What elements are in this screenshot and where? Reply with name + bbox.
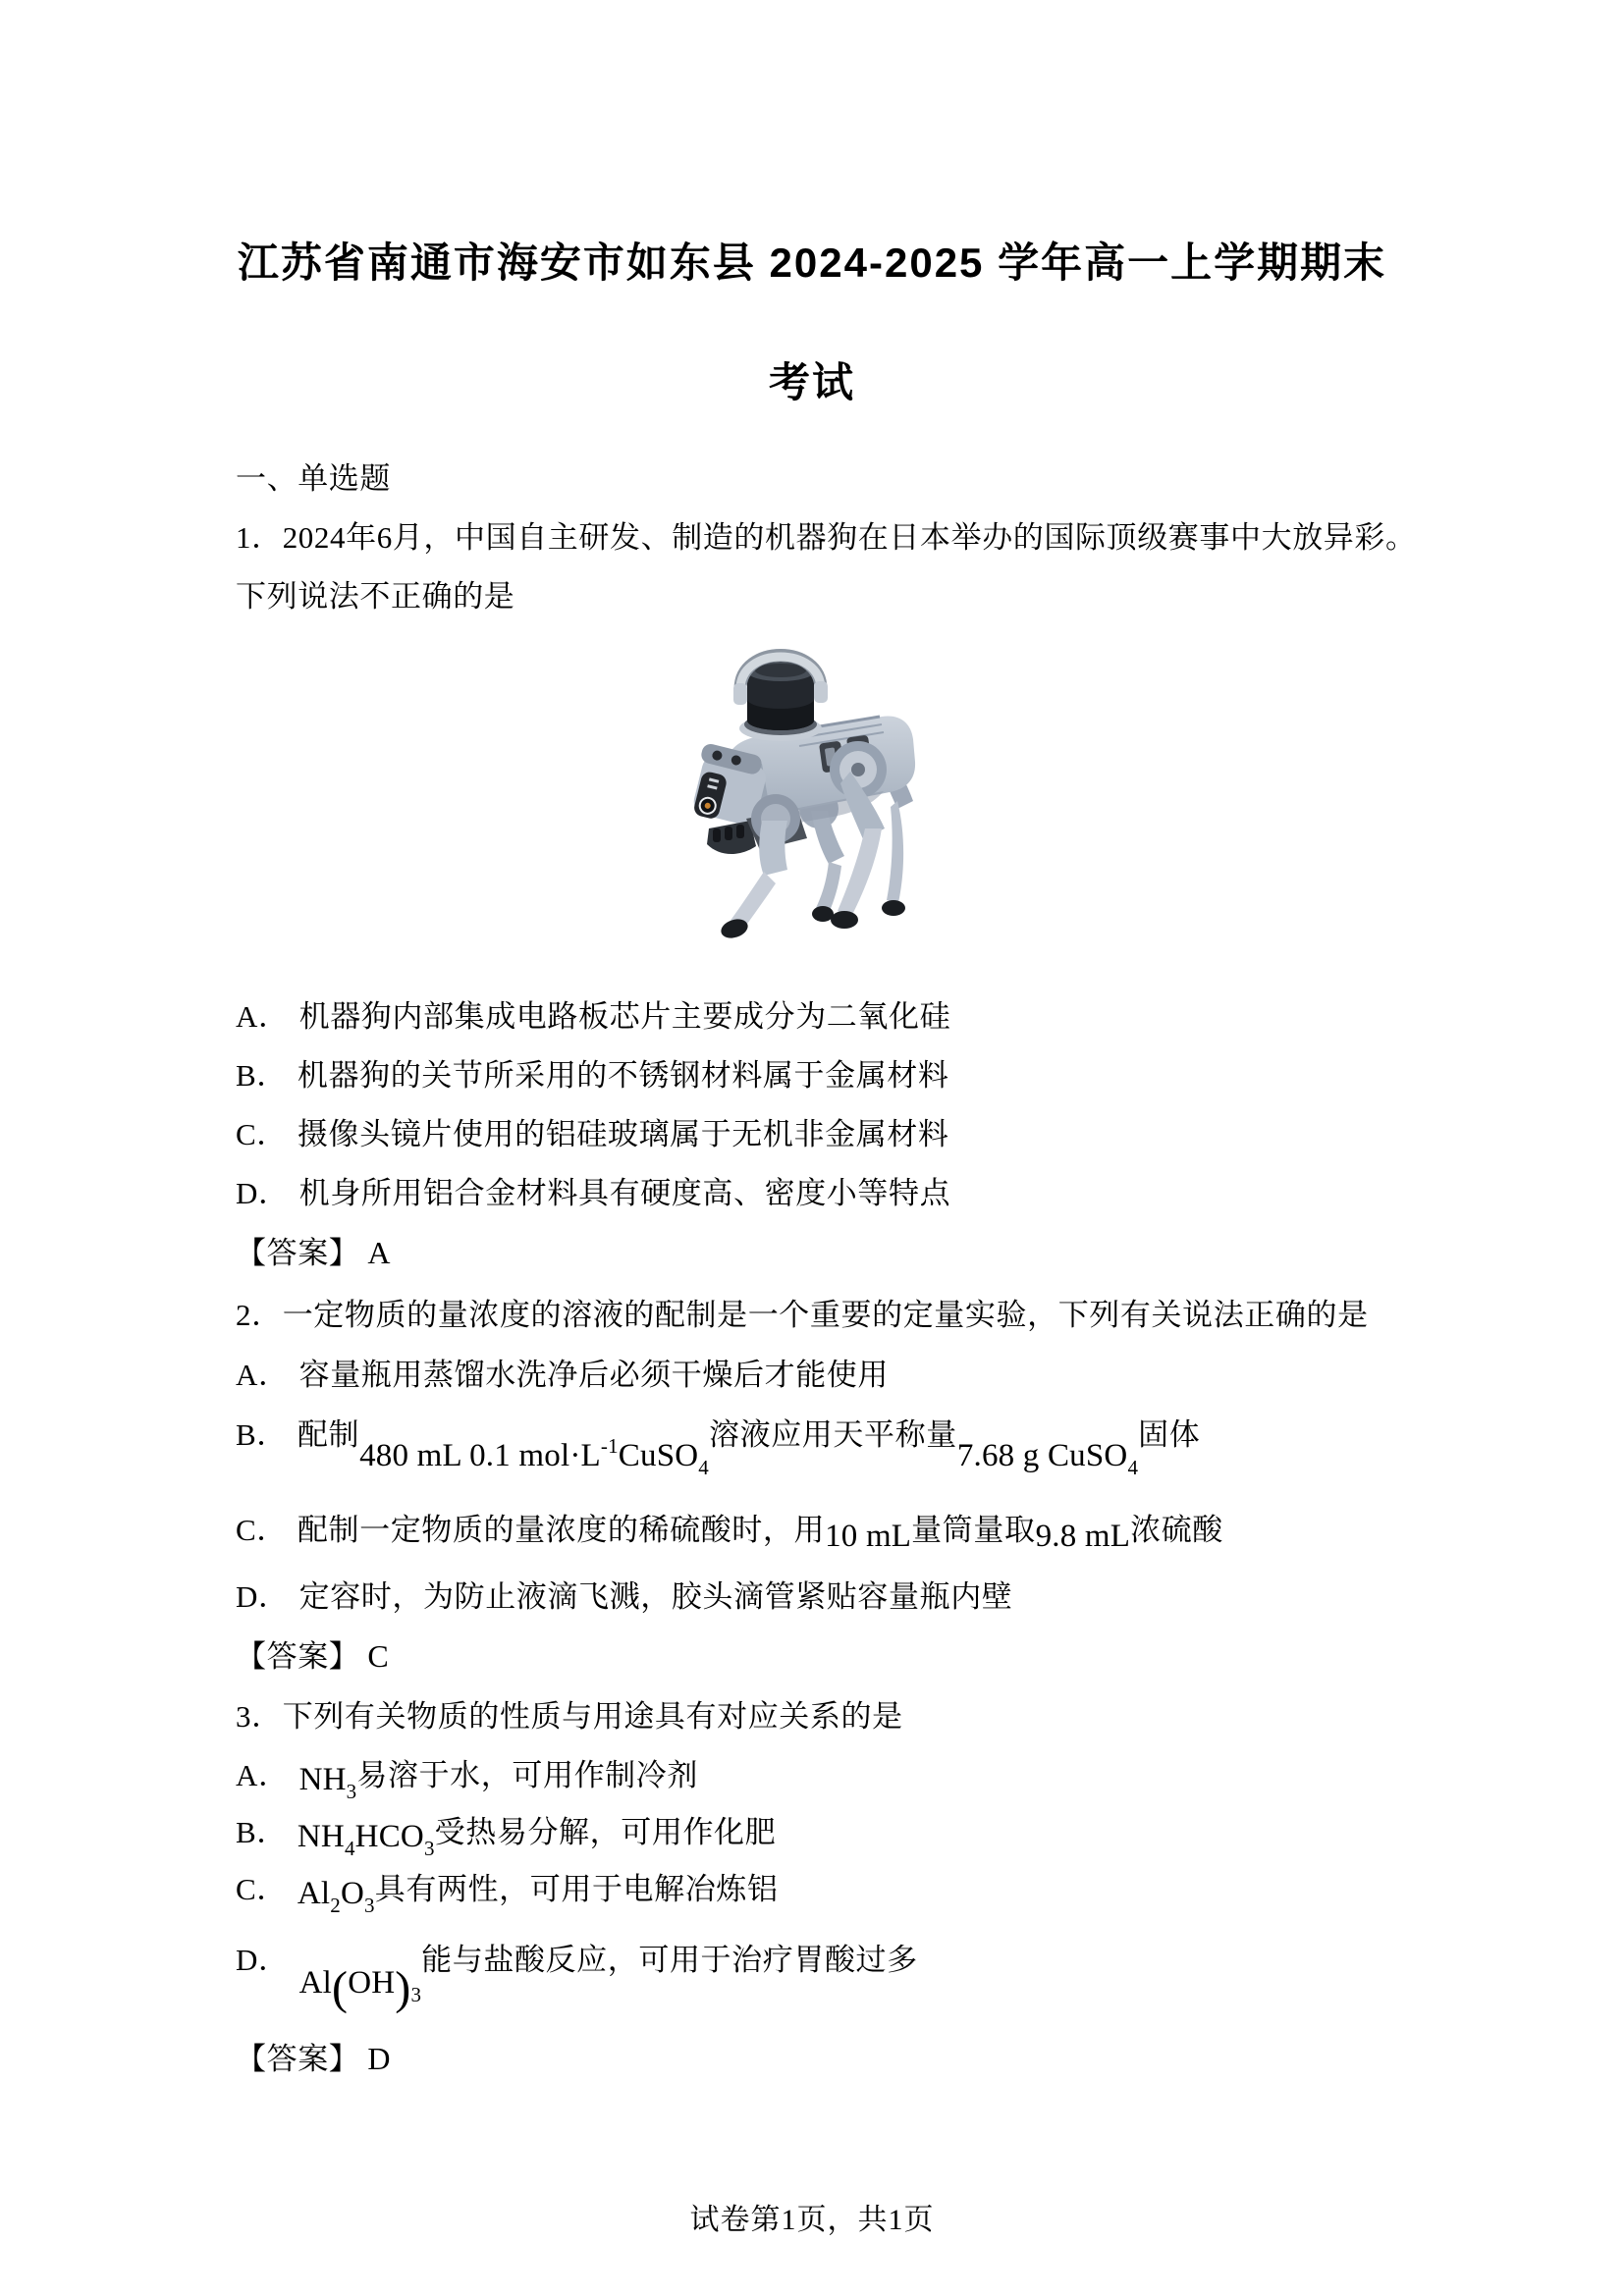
option-label: D． bbox=[236, 1176, 290, 1210]
robot-dog-image bbox=[648, 626, 972, 942]
subscript: 2 bbox=[330, 1894, 341, 1917]
q3-option-a bbox=[236, 1755, 1404, 1803]
answer-value: D bbox=[367, 2041, 392, 2076]
option-text: 能与盐酸反应，可用于治疗胃酸过多 bbox=[421, 1943, 918, 1977]
option-label: B． bbox=[236, 1058, 288, 1093]
subscript: 3 bbox=[364, 1894, 375, 1917]
q2-option-c bbox=[236, 1510, 1404, 1554]
answer-label: 【答案】 bbox=[236, 1639, 360, 1674]
section-heading: 一、单选题 bbox=[236, 461, 391, 496]
q1-option-a bbox=[236, 996, 1404, 1038]
volume-value: 9.8 mL bbox=[1035, 1519, 1131, 1554]
chem-formula-cuso4-solution: 480 mL 0.1 $mol\cdot L^{-1}CuSO_4$ bbox=[359, 1434, 709, 1479]
subscript: 4 bbox=[698, 1456, 709, 1479]
option-label: C． bbox=[236, 1117, 288, 1151]
q1-answer bbox=[236, 1232, 1404, 1274]
answer-label: 【答案】 bbox=[236, 2042, 360, 2076]
robot-dog-figure bbox=[648, 626, 972, 942]
right-paren: ) bbox=[395, 1962, 411, 2014]
option-text: 固体 bbox=[1138, 1417, 1201, 1452]
chem-formula-nh4hco3: $NH_4HCO_3$ bbox=[297, 1819, 435, 1860]
q2-stem: 2．一定物质的量浓度的溶液的配制是一个重要的定量实验，下列有关说法正确的是 bbox=[236, 1298, 1369, 1332]
subscript: 3 bbox=[346, 1780, 357, 1803]
q1-stem-line1: 1．2024年6月，中国自主研发、制造的机器狗在日本举办的国际顶级赛事中大放异彩。 bbox=[236, 520, 1417, 555]
q3-option-d bbox=[236, 1940, 1404, 2014]
answer-label: 【答案】 bbox=[236, 1236, 360, 1270]
q3-answer bbox=[236, 2038, 1404, 2080]
q1-stem-line2: 下列说法不正确的是 bbox=[236, 579, 515, 614]
q2-option-b bbox=[236, 1415, 1404, 1479]
page-title-line1: 江苏省南通市海安市如东县 2024-2025 学年高一上学期期末 bbox=[237, 240, 1387, 286]
subscript: 3 bbox=[410, 1983, 422, 2006]
q3-option-b bbox=[236, 1812, 1404, 1860]
option-text: 容量瓶用蒸馏水洗净后必须干燥后才能使用 bbox=[298, 1358, 889, 1392]
option-text: 具有两性，可用于电解冶炼铝 bbox=[374, 1872, 779, 1906]
q3-option-c bbox=[236, 1869, 1404, 1917]
option-label: D． bbox=[236, 1943, 290, 1977]
option-text: 易溶于水，可用作制冷剂 bbox=[356, 1758, 698, 1792]
option-label: C． bbox=[236, 1872, 288, 1906]
option-text: 机器狗的关节所采用的不锈钢材料属于金属材料 bbox=[297, 1058, 949, 1093]
option-label: C． bbox=[236, 1513, 288, 1547]
chem-formula-cuso4-mass: 7.68 g CuSO$_4$ bbox=[956, 1438, 1139, 1479]
volume-value: 10 mL bbox=[825, 1519, 912, 1554]
option-text: 受热易分解，可用作化肥 bbox=[434, 1815, 777, 1849]
option-text: 定容时，为防止液滴飞溅，胶头滴管紧贴容量瓶内壁 bbox=[298, 1579, 1013, 1614]
option-text: 浓硫酸 bbox=[1130, 1513, 1223, 1547]
superscript: -1 bbox=[600, 1434, 619, 1458]
q1-option-b bbox=[236, 1055, 1404, 1096]
option-text: 溶液应用天平称量 bbox=[709, 1417, 957, 1452]
chem-formula-nh3: $NH_3$ bbox=[298, 1762, 357, 1803]
q2-answer bbox=[236, 1635, 1404, 1678]
option-label: A． bbox=[236, 1358, 290, 1392]
option-text: 配制 bbox=[297, 1417, 360, 1452]
option-label: A． bbox=[236, 1758, 290, 1792]
left-paren: ( bbox=[332, 1962, 349, 2014]
answer-value: C bbox=[367, 1638, 390, 1674]
q2-option-d bbox=[236, 1576, 1404, 1618]
q3-stem: 3．下列有关物质的性质与用途具有对应关系的是 bbox=[236, 1699, 903, 1734]
option-text: 配制一定物质的量浓度的稀硫酸时，用 bbox=[297, 1513, 826, 1547]
q1-option-d bbox=[236, 1173, 1404, 1214]
page-title-line2: 考试 bbox=[768, 359, 855, 405]
option-label: B． bbox=[236, 1815, 288, 1849]
subscript: 3 bbox=[423, 1837, 435, 1860]
q1-option-c bbox=[236, 1114, 1404, 1155]
option-label: A． bbox=[236, 999, 290, 1034]
subscript: 4 bbox=[1127, 1456, 1139, 1479]
option-label: B． bbox=[236, 1417, 288, 1452]
option-text: 机身所用铝合金材料具有硬度高、密度小等特点 bbox=[298, 1176, 951, 1210]
option-text: 机器狗内部集成电路板芯片主要成分为二氧化硅 bbox=[298, 999, 951, 1034]
chem-formula-al2o3: $Al_2O_3$ bbox=[297, 1876, 375, 1917]
answer-value: A bbox=[367, 1235, 392, 1270]
option-text: 摄像头镜片使用的铝硅玻璃属于无机非金属材料 bbox=[297, 1117, 949, 1151]
q2-option-a bbox=[236, 1355, 1404, 1396]
subscript: 4 bbox=[344, 1837, 355, 1860]
option-label: D． bbox=[236, 1579, 290, 1614]
chem-formula-aloh3: $Al(OH)_3$ bbox=[298, 1962, 422, 2014]
page-footer: 试卷第1页，共1页 bbox=[689, 2204, 935, 2236]
option-text: 量筒量取 bbox=[911, 1513, 1036, 1547]
